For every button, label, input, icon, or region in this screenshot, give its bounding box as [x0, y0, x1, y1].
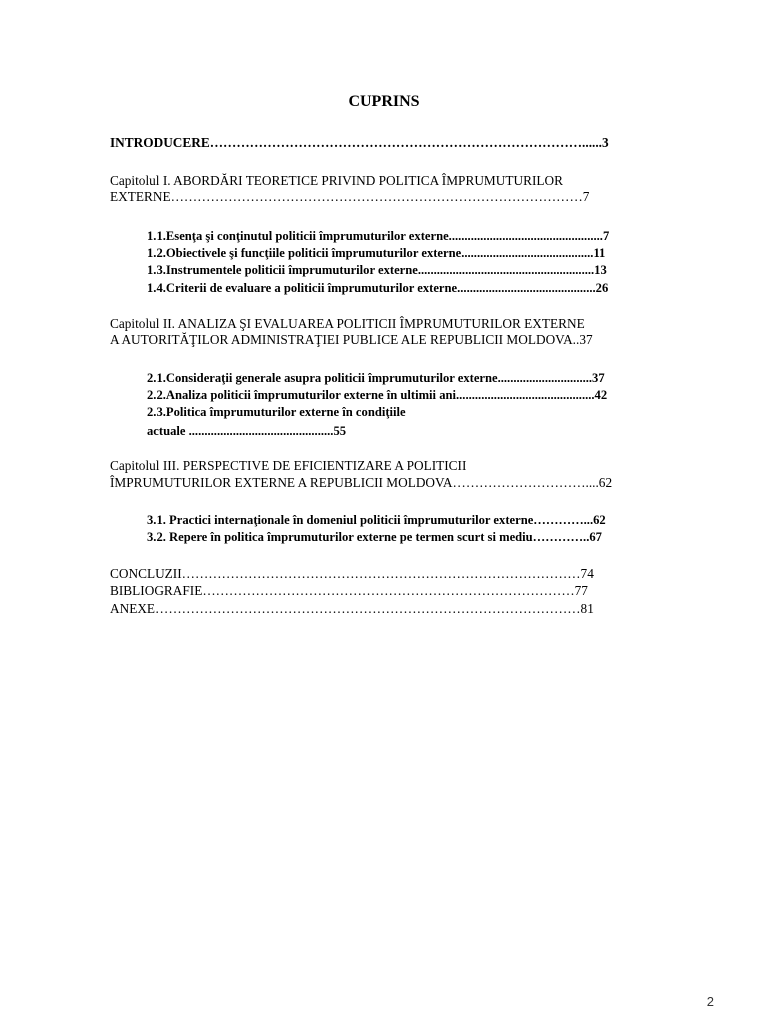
toc-chapter-1-line-1: Capitolul I. ABORDĂRI TEORETICE PRIVIND POLITICA ÎMPRUMUTURILOR [110, 173, 563, 188]
toc-chapter-2-line-1: Capitolul II. ANALIZA ŞI EVALUAREA POLITICII ÎMPRUMUTURILOR EXTERNE [110, 316, 585, 331]
toc-bibliografie: BIBLIOGRAFIE…………………………………………………………………………77 [110, 583, 588, 598]
toc-introducere: INTRODUCERE…………………………………………………………………………......3 [110, 135, 609, 150]
toc-section-3-1: 3.1. Practici internaţionale în domeniul politicii împrumuturilor externe…………...62 [147, 513, 606, 527]
toc-section-2-2: 2.2.Analiza politicii împrumuturilor externe în ultimii ani............................................42 [147, 388, 608, 402]
toc-section-2-1: 2.1.Consideraţii generale asupra politicii împrumuturilor externe..............................37 [147, 371, 605, 385]
toc-section-1-1: 1.1.Esenţa şi conţinutul politicii împrumuturilor externe.................................................7 [147, 229, 610, 243]
toc-concluzii: CONCLUZII………………………………………………………………………………74 [110, 566, 594, 581]
toc-section-1-3: 1.3.Instrumentele politicii împrumuturilor externe........................................................13 [147, 263, 607, 277]
toc-chapter-2-line-2: A AUTORITĂŢILOR ADMINISTRAŢIEI PUBLICE ALE REPUBLICII MOLDOVA..37 [110, 332, 593, 347]
toc-section-3-2: 3.2. Repere în politica împrumuturilor externe pe termen scurt si mediu…………..67 [147, 530, 602, 544]
toc-chapter-1-line-2: EXTERNE…………………………………………………………………………………7 [110, 189, 590, 204]
toc-section-1-2: 1.2.Obiectivele şi funcţiile politicii împrumuturilor externe..........................................11 [147, 246, 606, 260]
toc-chapter-3-line-2: ÎMPRUMUTURILOR EXTERNE A REPUBLICII MOLDOVA…………………………....62 [110, 475, 613, 490]
page-title: CUPRINS [348, 93, 420, 110]
toc-anexe: ANEXE……………………………………………………………………………………81 [110, 601, 594, 616]
toc-chapter-3-line-1: Capitolul III. PERSPECTIVE DE EFICIENTIZARE A POLITICII [110, 458, 467, 473]
toc-section-2-3-line-2: actuale ..............................................55 [147, 424, 347, 438]
toc-section-1-4: 1.4.Criterii de evaluare a politicii împrumuturilor externe............................................26 [147, 281, 609, 295]
toc-section-2-3-line-1: 2.3.Politica împrumuturilor externe în condiţiile [147, 405, 406, 419]
page-number: 2 [706, 994, 714, 1009]
